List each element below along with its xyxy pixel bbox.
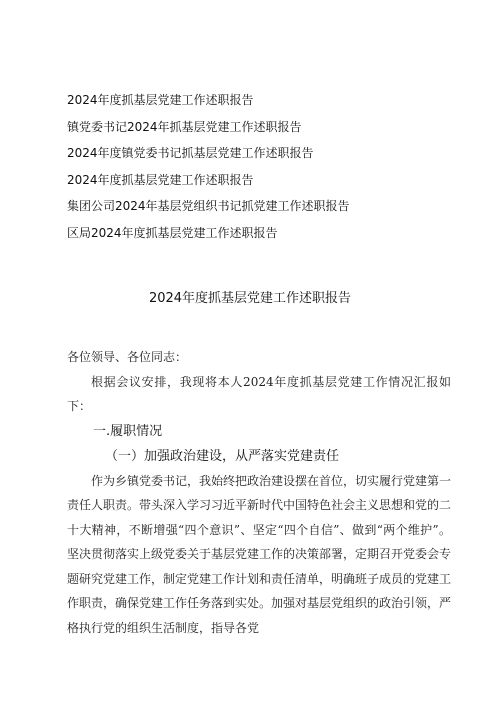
subsection-heading: （一）加强政治建设，从严落实党建责任 (105, 448, 340, 464)
toc-item: 2024年度抓基层党建工作述职报告 (67, 172, 254, 187)
toc-item: 区局2024年度抓基层党建工作述职报告 (67, 225, 278, 240)
intro-paragraph: 根据会议安排，我现将本人2024年度抓基层党建工作情况汇报如下： (67, 374, 451, 413)
body-paragraph: 作为乡镇党委书记，我始终把政治建设摆在首位，切实履行党建第一责任人职责。带头深入学习习近平新时代中国特色社会主义思想和党的二十大精神，不断增强“四个意识”、坚定“四个自信”、做到“两个维护”。坚决贯彻落实上级党委关于基层党建工作的决策部署，定期召开党委会专题研究党建工作，制定党建工作计划和责任清单，明确班子成员的党建工作职责，确保党建工作任务落到实处。加强对基层党组织的政治引领，严格执行党的组织生活制度，指导各党 (67, 473, 452, 635)
document-body (67, 345, 451, 640)
toc-item: 集团公司2024年基层党组织书记抓党建工作述职报告 (67, 199, 350, 213)
salutation: 各位领导、各位同志： (67, 350, 188, 364)
section-heading: 一.履职情况 (93, 423, 163, 439)
toc-item: 2024年度镇党委书记抓基层党建工作述职报告 (67, 146, 314, 160)
toc-item: 2024年度抓基层党建工作述职报告 (67, 93, 254, 107)
document-title: 2024年度抓基层党建工作述职报告 (148, 291, 352, 306)
toc-item: 镇党委书记2024年抓基层党建工作述职报告 (67, 119, 302, 134)
report-title-list (67, 94, 487, 253)
